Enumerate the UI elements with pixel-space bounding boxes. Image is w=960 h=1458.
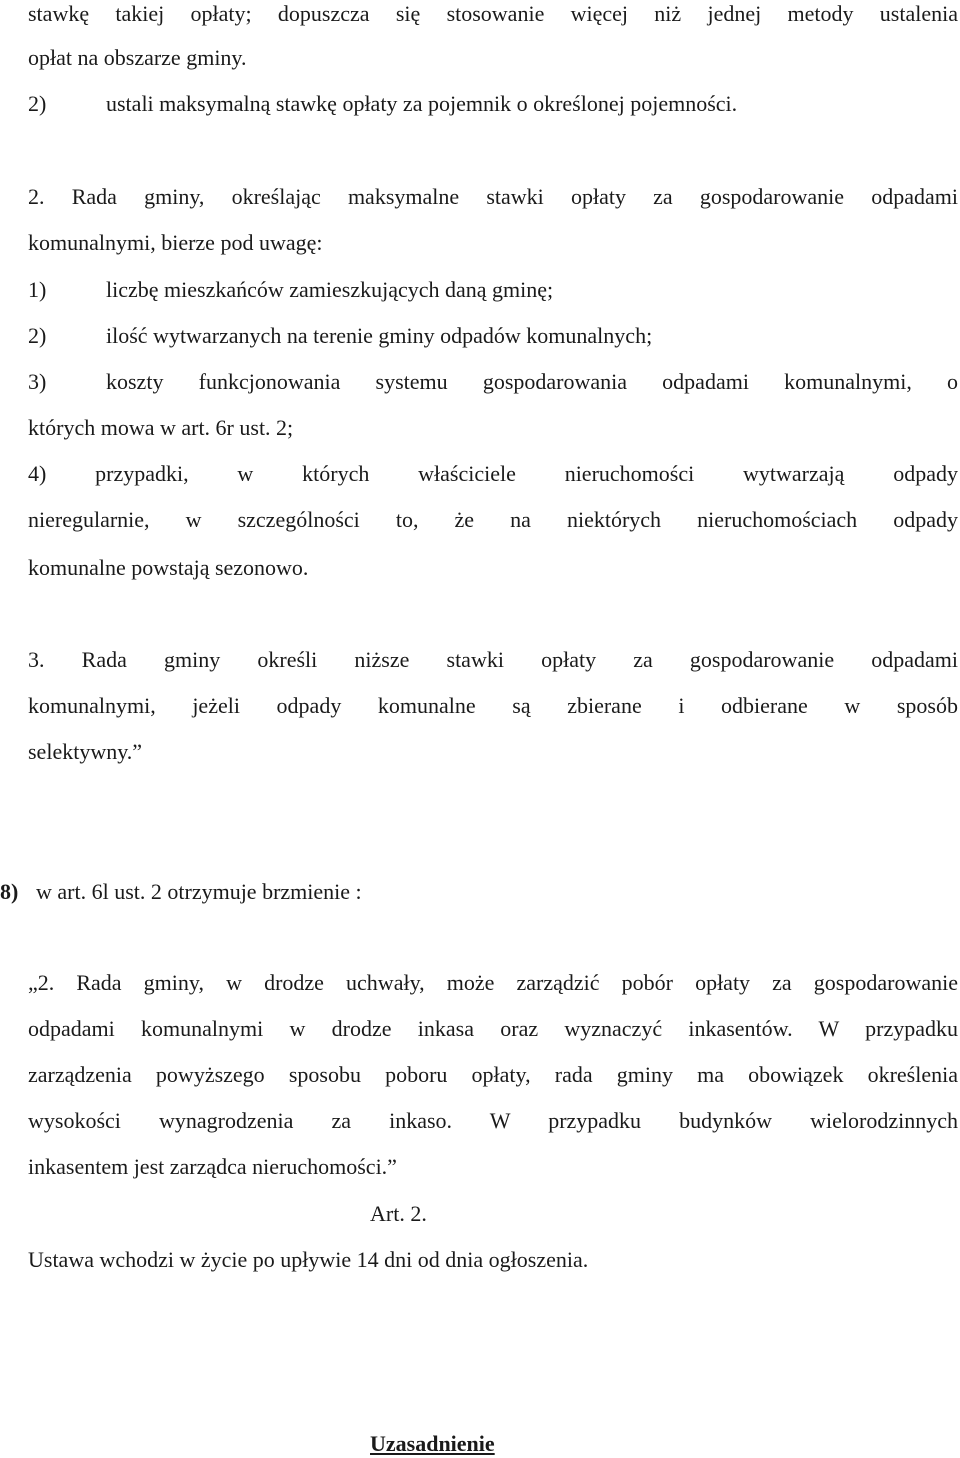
- paragraph-line: których mowa w art. 6r ust. 2;: [28, 415, 294, 440]
- paragraph-line: nieregularnie, w szczególności to, że na niektórych nieruchomościach odpady: [28, 507, 958, 532]
- list-text: ustali maksymalną stawkę opłaty za pojemnik o określonej pojemności.: [106, 91, 738, 116]
- list-text: liczbę mieszkańców zamieszkujących daną gminę;: [106, 277, 554, 302]
- paragraph-line: selektywny.”: [28, 739, 143, 764]
- paragraph-line: komunalnymi, jeżeli odpady komunalne są zbierane i odbierane w sposób: [28, 693, 958, 718]
- paragraph-line: 2. Rada gminy, określając maksymalne stawki opłaty za gospodarowanie odpadami: [28, 184, 958, 209]
- amendment-text: w art. 6l ust. 2 otrzymuje brzmienie :: [36, 879, 362, 904]
- paragraph-line: komunalne powstają sezonowo.: [28, 555, 309, 580]
- list-number: 2): [28, 91, 47, 116]
- paragraph-line: 4) przypadki, w których właściciele nieruchomości wytwarzają odpady: [28, 461, 958, 486]
- list-number: 1): [28, 277, 47, 302]
- quote-line: inkasentem jest zarządca nieruchomości.”: [28, 1154, 397, 1179]
- list-number: 2): [28, 323, 47, 348]
- article-heading: Art. 2.: [370, 1201, 427, 1226]
- quote-line: zarządzenia powyższego sposobu poboru opłaty, rada gminy ma obowiązek określenia: [28, 1062, 958, 1087]
- section-heading: Uzasadnienie: [370, 1431, 495, 1456]
- list-item: [28, 322, 652, 350]
- quote-line: wysokości wynagrodzenia za inkaso. W przypadku budynków wielorodzinnych: [28, 1108, 958, 1133]
- quote-line: „2. Rada gminy, w drodze uchwały, może zarządzić pobór opłaty za gospodarowanie: [28, 970, 958, 995]
- list-item: [28, 368, 958, 396]
- list-number: 3): [28, 369, 47, 394]
- paragraph-line: opłat na obszarze gminy.: [28, 45, 247, 70]
- article-text: Ustawa wchodzi w życie po upływie 14 dni od dnia ogłoszenia.: [28, 1247, 589, 1272]
- list-item: [28, 90, 737, 118]
- paragraph-line: 3. Rada gminy określi niższe stawki opłaty za gospodarowanie odpadami: [28, 647, 958, 672]
- list-text: ilość wytwarzanych na terenie gminy odpadów komunalnych;: [106, 323, 653, 348]
- quote-line: odpadami komunalnymi w drodze inkasa oraz wyznaczyć inkasentów. W przypadku: [28, 1016, 958, 1041]
- paragraph-line: stawkę takiej opłaty; dopuszcza się stosowanie więcej niż jednej metody ustalenia: [28, 1, 958, 26]
- amendment-number: 8): [0, 879, 19, 904]
- list-item: [28, 276, 553, 304]
- paragraph-line: komunalnymi, bierze pod uwagę:: [28, 230, 323, 255]
- list-text: koszty funkcjonowania systemu gospodarowania odpadami komunalnymi, o: [106, 369, 958, 394]
- amendment-point: [0, 878, 362, 906]
